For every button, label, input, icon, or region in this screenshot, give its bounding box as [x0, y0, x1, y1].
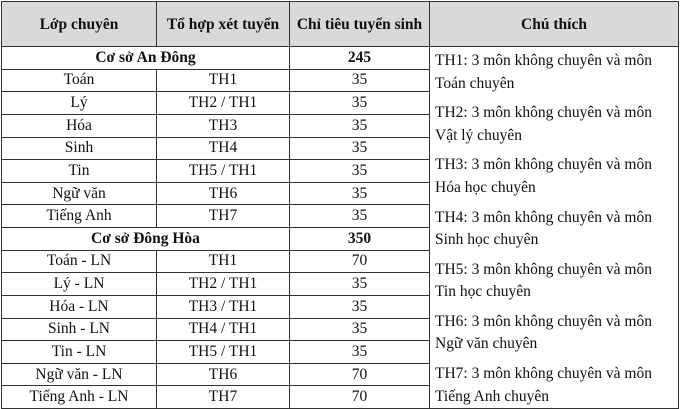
subject-cell: Tiếng Anh: [2, 205, 157, 228]
header-notes: Chú thích: [430, 2, 679, 47]
quota-cell: 70: [290, 386, 430, 409]
note-th4: TH4: 3 môn không chuyên và môn Sinh học chuyên: [435, 208, 652, 249]
quota-cell: 35: [290, 92, 430, 115]
combination-cell: TH1: [157, 250, 290, 273]
subject-cell: Sinh: [2, 137, 157, 160]
quota-cell: 35: [290, 341, 430, 364]
combination-cell: TH7: [157, 205, 290, 228]
campus-total: 350: [290, 228, 430, 251]
quota-cell: 35: [290, 273, 430, 296]
subject-cell: Tin - LN: [2, 341, 157, 364]
subject-cell: Hóa - LN: [2, 295, 157, 318]
combination-cell: TH6: [157, 182, 290, 205]
note-th5: TH5: 3 môn không chuyên và môn Tin học chuyên: [435, 260, 652, 301]
notes-cell: [430, 47, 679, 409]
quota-cell: 35: [290, 295, 430, 318]
header-enrollment-quota: Chỉ tiêu tuyển sinh: [290, 2, 430, 47]
subject-cell: Toán - LN: [2, 250, 157, 273]
combination-cell: TH4: [157, 137, 290, 160]
note-th1: TH1: 3 môn không chuyên và môn Toán chuyên: [435, 52, 652, 92]
combination-cell: TH5 / TH1: [157, 160, 290, 183]
subject-cell: Tin: [2, 160, 157, 183]
combination-cell: TH4 / TH1: [157, 318, 290, 341]
quota-cell: 35: [290, 205, 430, 228]
subject-cell: Lý: [2, 92, 157, 115]
subject-cell: Ngữ văn - LN: [2, 363, 157, 386]
header-specialized-class: Lớp chuyên: [2, 2, 157, 47]
combination-cell: TH2 / TH1: [157, 92, 290, 115]
combination-cell: TH3 / TH1: [157, 295, 290, 318]
subject-cell: Lý - LN: [2, 273, 157, 296]
campus-row-an-dong: [2, 47, 679, 70]
quota-cell: 35: [290, 160, 430, 183]
header-admission-combination: Tổ hợp xét tuyển: [157, 2, 290, 47]
campus-name: Cơ sở Đông Hòa: [2, 228, 290, 251]
admission-quota-table: [1, 1, 679, 409]
note-th7: TH7: 3 môn không chuyên và môn Tiếng Anh chuyên: [435, 365, 652, 405]
header-row: [2, 2, 679, 47]
combination-cell: TH1: [157, 69, 290, 92]
subject-cell: Sinh - LN: [2, 318, 157, 341]
subject-cell: Tiếng Anh - LN: [2, 386, 157, 409]
note-th3: TH3: 3 môn không chuyên và môn Hóa học chuyên: [435, 156, 652, 196]
subject-cell: Hóa: [2, 114, 157, 137]
combination-cell: TH2 / TH1: [157, 273, 290, 296]
campus-name: Cơ sở An Đông: [2, 47, 290, 70]
note-th2: TH2: 3 môn không chuyên và môn Vật lý chuyên: [435, 104, 652, 144]
quota-cell: 35: [290, 182, 430, 205]
quota-cell: 35: [290, 114, 430, 137]
subject-cell: Toán: [2, 69, 157, 92]
quota-cell: 70: [290, 363, 430, 386]
quota-cell: 35: [290, 69, 430, 92]
quota-cell: 35: [290, 318, 430, 341]
quota-cell: 70: [290, 250, 430, 273]
combination-cell: TH5 / TH1: [157, 341, 290, 364]
combination-cell: TH3: [157, 114, 290, 137]
combination-cell: TH6: [157, 363, 290, 386]
subject-cell: Ngữ văn: [2, 182, 157, 205]
campus-total: 245: [290, 47, 430, 70]
note-th6: TH6: 3 môn không chuyên và môn Ngữ văn chuyên: [435, 312, 652, 353]
quota-cell: 35: [290, 137, 430, 160]
combination-cell: TH7: [157, 386, 290, 409]
